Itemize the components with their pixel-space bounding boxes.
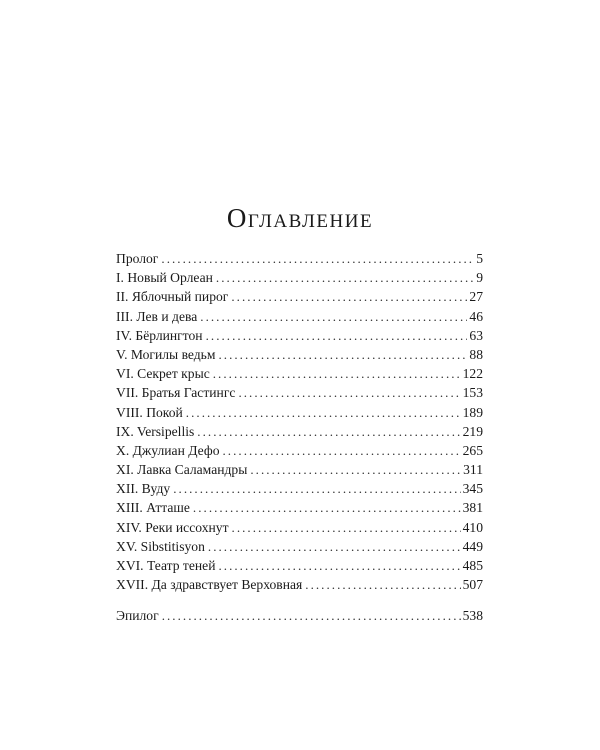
toc-entry bbox=[116, 403, 483, 422]
toc-entry-page: 63 bbox=[469, 327, 483, 343]
dot-leader bbox=[197, 422, 460, 441]
toc-entry-title: XVI. Театр теней bbox=[116, 558, 216, 573]
toc-entry bbox=[116, 460, 483, 479]
toc-entry-page: 381 bbox=[462, 500, 483, 516]
toc-entry-page: 122 bbox=[462, 366, 483, 382]
toc-entry-page: 27 bbox=[469, 289, 483, 305]
toc-entry-page: 538 bbox=[462, 608, 483, 624]
toc-entry-page: 153 bbox=[462, 385, 483, 401]
dot-leader bbox=[162, 606, 461, 625]
dot-leader bbox=[161, 249, 474, 268]
toc-entry bbox=[116, 498, 483, 517]
toc-entry-title: XV. Sibstitisyon bbox=[116, 538, 205, 554]
toc-entry bbox=[116, 537, 483, 556]
toc-entry bbox=[116, 383, 483, 402]
toc-entry-epilogue bbox=[116, 606, 483, 625]
toc-entry-page: 449 bbox=[462, 538, 483, 554]
dot-leader bbox=[206, 326, 468, 345]
toc-entry bbox=[116, 364, 483, 383]
toc-entry-title: VII. Братья Гастингс bbox=[116, 385, 236, 401]
dot-leader bbox=[223, 441, 461, 460]
toc-entry-title: II. Яблочный пирог bbox=[116, 289, 229, 305]
toc-entry bbox=[116, 249, 483, 268]
toc-entry-title: XII. Вуду bbox=[116, 481, 171, 497]
toc-entry-page: 46 bbox=[469, 308, 483, 324]
toc-entry-title: IX. Versipellis bbox=[116, 423, 195, 439]
table-of-contents bbox=[116, 249, 483, 626]
toc-entry-title: XVII. Да здравствует Верховная bbox=[116, 577, 303, 593]
dot-leader bbox=[213, 364, 461, 383]
toc-entry-page: 265 bbox=[462, 442, 483, 458]
toc-entry bbox=[116, 518, 483, 537]
toc-entry-page: 88 bbox=[469, 346, 483, 362]
dot-leader bbox=[218, 345, 467, 364]
toc-entry-title: XIV. Реки иссохнут bbox=[116, 519, 229, 535]
toc-entry-title: XI. Лавка Саламандры bbox=[116, 462, 248, 478]
toc-entry bbox=[116, 479, 483, 498]
dot-leader bbox=[193, 498, 461, 517]
toc-entry-title: III. Лев и дева bbox=[116, 308, 198, 324]
toc-entry-page: 311 bbox=[463, 462, 483, 478]
toc-entry-page: 485 bbox=[462, 558, 483, 573]
dot-leader bbox=[173, 479, 460, 498]
toc-entry-page: 219 bbox=[462, 423, 483, 439]
toc-entry bbox=[116, 307, 483, 326]
toc-entry-title: V. Могилы ведьм bbox=[116, 346, 216, 362]
toc-entry-title: XIII. Атташе bbox=[116, 500, 190, 516]
toc-entry-title: I. Новый Орлеан bbox=[116, 270, 213, 286]
toc-entry bbox=[116, 575, 483, 594]
dot-leader bbox=[231, 287, 467, 306]
toc-entry-page: 345 bbox=[462, 481, 483, 497]
dot-leader bbox=[216, 268, 474, 287]
toc-entry-title: IV. Бёрлингтон bbox=[116, 327, 203, 343]
toc-entry-title: Эпилог bbox=[116, 608, 159, 624]
dot-leader bbox=[238, 383, 460, 402]
dot-leader bbox=[305, 575, 460, 594]
toc-entry bbox=[116, 441, 483, 460]
toc-entry-page: 189 bbox=[462, 404, 483, 420]
toc-entry-page: 410 bbox=[462, 519, 483, 535]
dot-leader bbox=[218, 556, 460, 575]
dot-leader bbox=[250, 460, 461, 479]
dot-leader bbox=[200, 307, 467, 326]
toc-entry-page: 9 bbox=[476, 270, 483, 286]
toc-heading: Оглавление bbox=[226, 203, 374, 233]
toc-entry bbox=[116, 268, 483, 287]
toc-entry bbox=[116, 326, 483, 345]
toc-entry-title: VIII. Покой bbox=[116, 404, 183, 420]
dot-leader bbox=[186, 403, 461, 422]
toc-entry-title: VI. Секрет крыс bbox=[116, 366, 210, 382]
dot-leader bbox=[232, 518, 461, 537]
section-gap bbox=[116, 594, 483, 606]
toc-entry bbox=[116, 556, 483, 575]
toc-entry-title: Пролог bbox=[116, 251, 159, 266]
toc-entry bbox=[116, 345, 483, 364]
toc-entry bbox=[116, 422, 483, 441]
toc-entry bbox=[116, 287, 483, 306]
toc-entry-page: 507 bbox=[462, 577, 483, 593]
dot-leader bbox=[208, 537, 461, 556]
toc-entry-page: 5 bbox=[476, 251, 483, 266]
toc-entry-title: X. Джулиан Дефо bbox=[116, 442, 220, 458]
